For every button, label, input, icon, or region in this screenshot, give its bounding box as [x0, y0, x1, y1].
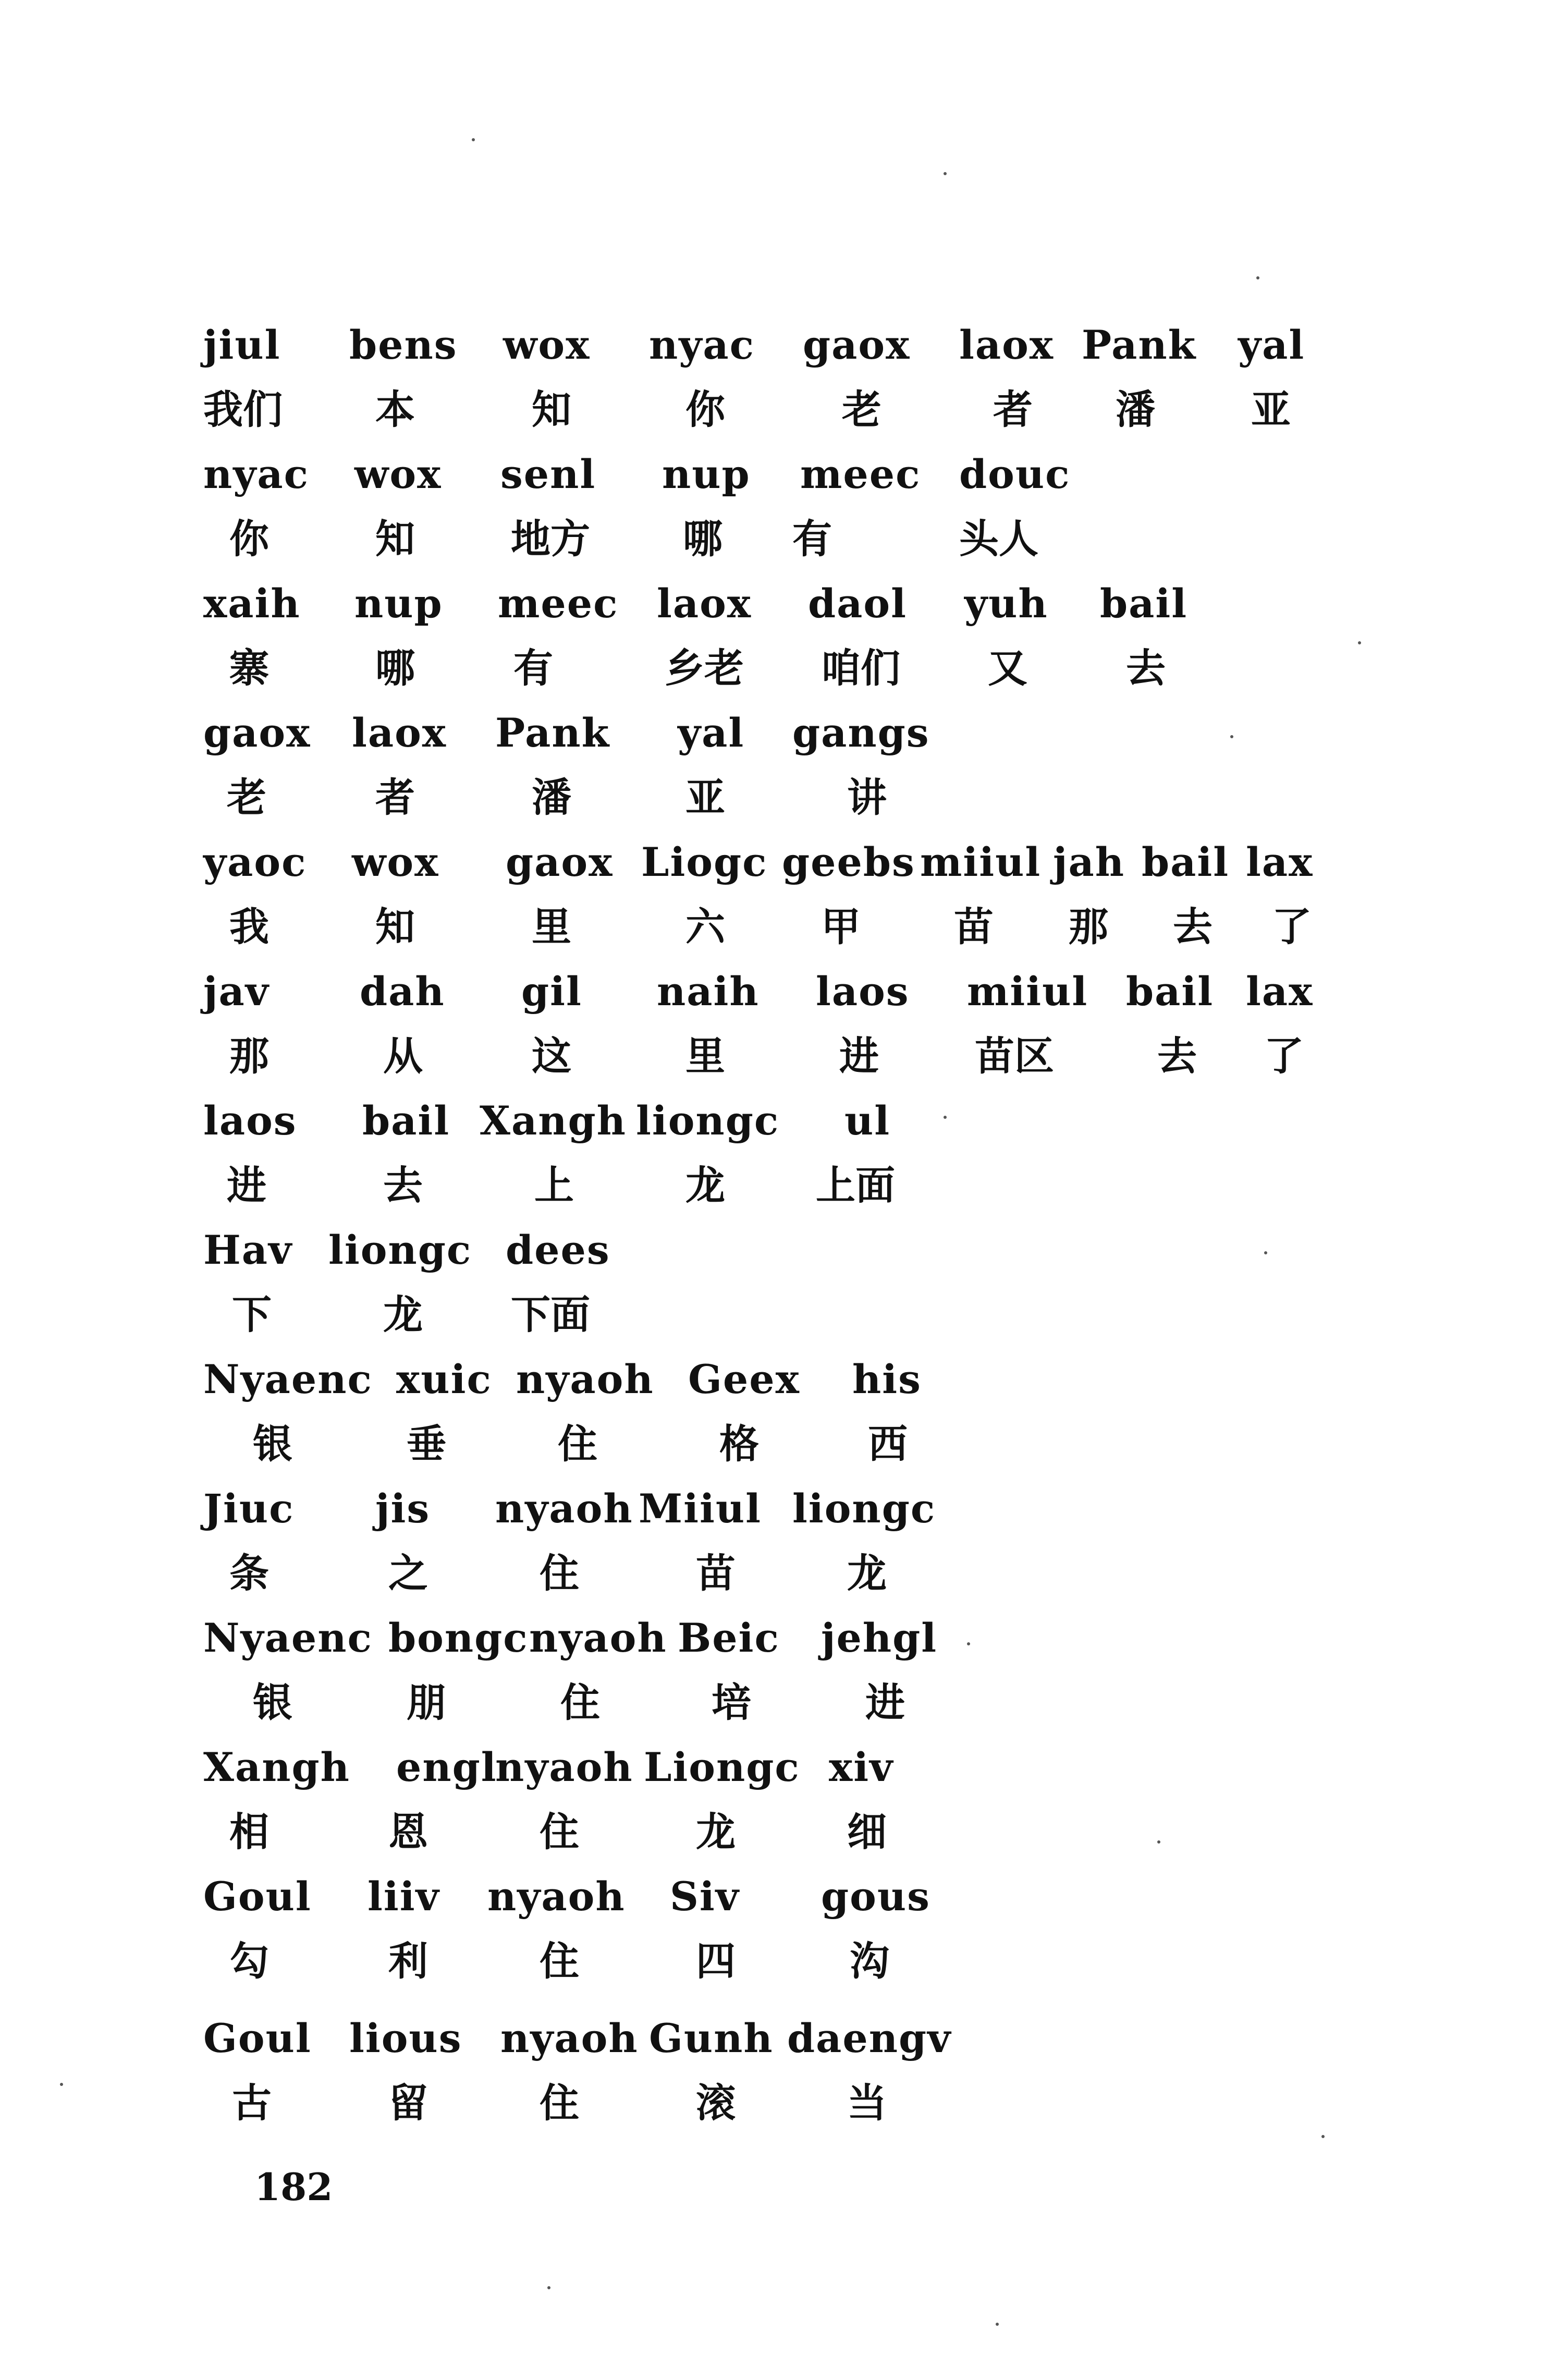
chinese-word: 者	[375, 774, 415, 821]
chinese-word: 里	[685, 1033, 725, 1079]
romanized-word: nup	[354, 580, 443, 627]
romanized-word: yuh	[964, 580, 1048, 627]
romanized-word: nyaoh	[495, 1744, 633, 1790]
romanized-word: jah	[1053, 839, 1125, 885]
romanized-line-21	[203, 1606, 1350, 1670]
romanized-word: meec	[800, 451, 921, 497]
chinese-word: 进	[839, 1033, 879, 1079]
romanized-line-5	[203, 571, 1350, 636]
chinese-word: 知	[375, 904, 415, 950]
chinese-word: 亚	[685, 774, 725, 821]
chinese-word: 六	[685, 904, 725, 950]
chinese-word: 乡老	[665, 645, 744, 691]
chinese-word: 潘	[1116, 386, 1155, 433]
romanized-word: wox	[503, 322, 591, 368]
romanized-word: gil	[521, 968, 582, 1015]
romanized-word: dees	[506, 1227, 610, 1273]
chinese-word: 寨	[229, 645, 269, 691]
chinese-word: 下	[232, 1291, 272, 1338]
romanized-word: Gunh	[649, 2015, 774, 2061]
romanized-word: jehgl	[821, 1615, 938, 1661]
chinese-word: 地方	[511, 516, 590, 562]
romanized-line-17	[203, 1347, 1350, 1412]
chinese-word: 这	[532, 1033, 571, 1079]
romanized-word: miiul	[920, 839, 1042, 885]
page-number: 182	[254, 2165, 333, 2209]
chinese-gloss-line-8	[203, 765, 1350, 830]
romanized-word: douc	[959, 451, 1071, 497]
chinese-word: 恩	[388, 1809, 428, 1855]
chinese-gloss-line-24	[203, 1800, 1350, 1864]
romanized-word: bail	[1142, 839, 1230, 885]
chinese-word: 龙	[696, 1809, 736, 1855]
chinese-word: 垂	[407, 1421, 446, 1467]
chinese-word: 朋	[407, 1679, 446, 1726]
chinese-word: 老	[842, 386, 881, 433]
chinese-word: 苗	[954, 904, 994, 950]
romanized-word: Pank	[1082, 322, 1197, 368]
chinese-word: 古	[232, 2080, 272, 2126]
romanized-word: Liongc	[644, 1744, 800, 1790]
romanized-line-1	[203, 313, 1350, 377]
chinese-word: 了	[1264, 1033, 1304, 1079]
romanized-word: liongc	[792, 1485, 936, 1532]
romanized-word: gangs	[792, 710, 930, 756]
romanized-word: Goul	[203, 2015, 312, 2061]
chinese-word: 龙	[685, 1162, 725, 1209]
romanized-word: laox	[352, 710, 447, 756]
chinese-word: 住	[540, 1938, 579, 1984]
romanized-word: Nyaenc	[203, 1356, 373, 1402]
romanized-word: jiul	[203, 322, 281, 368]
chinese-word: 留	[388, 2080, 428, 2126]
scan-speck	[1157, 1840, 1160, 1844]
chinese-word: 龙	[383, 1291, 423, 1338]
romanized-word: Xangh	[203, 1744, 350, 1790]
chinese-word: 那	[229, 1033, 269, 1079]
romanized-word: gaox	[203, 710, 311, 756]
scan-speck	[944, 172, 947, 175]
chinese-word: 咱们	[821, 645, 900, 691]
romanized-word: bail	[362, 1097, 450, 1144]
romanized-word: Miiul	[639, 1485, 762, 1532]
chinese-word: 去	[1173, 904, 1213, 950]
romanized-word: Hav	[203, 1227, 293, 1273]
romanized-word: bens	[349, 322, 458, 368]
chinese-word: 相	[229, 1809, 269, 1855]
chinese-word: 头人	[959, 516, 1038, 562]
romanized-word: laos	[816, 968, 910, 1015]
romanized-line-9	[203, 830, 1350, 895]
interlinear-text	[203, 313, 1350, 2135]
chinese-word: 进	[227, 1162, 266, 1209]
scan-speck	[472, 138, 475, 141]
romanized-word: Jiuc	[203, 1485, 295, 1532]
chinese-word: 讲	[847, 774, 887, 821]
scan-speck	[60, 2083, 63, 2086]
chinese-word: 了	[1272, 904, 1312, 950]
romanized-word: meec	[498, 580, 619, 627]
chinese-gloss-line-4	[203, 507, 1350, 571]
chinese-word: 从	[383, 1033, 423, 1079]
scan-speck	[1264, 1251, 1267, 1254]
romanized-word: bail	[1100, 580, 1188, 627]
romanized-word: xaih	[203, 580, 301, 627]
chinese-word: 去	[1126, 645, 1166, 691]
romanized-word: his	[852, 1356, 922, 1402]
scan-speck	[1321, 2135, 1325, 2138]
chinese-gloss-line-16	[203, 1283, 1350, 1347]
romanized-word: yal	[678, 710, 745, 756]
chinese-word: 哪	[683, 516, 722, 562]
romanized-line-23	[203, 1735, 1350, 1800]
chinese-word: 潘	[532, 774, 571, 821]
romanized-word: Geex	[688, 1356, 800, 1402]
chinese-word: 上面	[816, 1162, 895, 1209]
romanized-word: nyaoh	[529, 1615, 667, 1661]
chinese-word: 住	[560, 1679, 600, 1726]
chinese-word: 苗区	[975, 1033, 1054, 1079]
chinese-word: 格	[719, 1421, 759, 1467]
chinese-gloss-line-14	[203, 1153, 1350, 1218]
chinese-gloss-line-12	[203, 1024, 1350, 1089]
chinese-word: 者	[993, 386, 1033, 433]
chinese-word: 甲	[821, 904, 861, 950]
chinese-word: 亚	[1251, 386, 1291, 433]
romanized-word: dah	[360, 968, 445, 1015]
romanized-word: wox	[354, 451, 442, 497]
romanized-word: wox	[352, 839, 439, 885]
chinese-word: 苗	[696, 1550, 736, 1596]
romanized-word: nyaoh	[516, 1356, 654, 1402]
chinese-word: 我	[229, 904, 269, 950]
chinese-word: 当	[847, 2080, 887, 2126]
romanized-word: gaox	[506, 839, 614, 885]
scan-speck	[944, 1116, 947, 1119]
romanized-word: daengv	[787, 2015, 952, 2061]
scan-speck	[547, 2286, 550, 2289]
romanized-word: geebs	[782, 839, 915, 885]
romanized-word: Liogc	[641, 839, 768, 885]
chinese-word: 之	[388, 1550, 428, 1596]
chinese-word: 里	[532, 904, 571, 950]
chinese-gloss-line-6	[203, 636, 1350, 701]
romanized-word: yaoc	[203, 839, 307, 885]
scan-speck	[1358, 641, 1361, 644]
romanized-line-19	[203, 1476, 1350, 1541]
romanized-word: engl	[396, 1744, 497, 1790]
romanized-word: jav	[203, 968, 270, 1015]
romanized-word: lious	[349, 2015, 462, 2061]
chinese-word: 本	[375, 386, 415, 433]
chinese-word: 又	[988, 645, 1027, 691]
chinese-word: 我们	[203, 386, 283, 433]
romanized-word: Goul	[203, 1873, 312, 1920]
romanized-word: nyaoh	[487, 1873, 626, 1920]
chinese-word: 勾	[229, 1938, 269, 1984]
romanized-word: Beic	[678, 1615, 780, 1661]
chinese-word: 去	[383, 1162, 423, 1209]
chinese-word: 有	[513, 645, 553, 691]
romanized-word: liiv	[368, 1873, 440, 1920]
chinese-word: 条	[229, 1550, 269, 1596]
chinese-word: 住	[540, 2080, 579, 2126]
chinese-word: 你	[685, 386, 725, 433]
romanized-word: liongc	[636, 1097, 780, 1144]
romanized-word: nyac	[649, 322, 755, 368]
romanized-word: nup	[662, 451, 751, 497]
chinese-word: 住	[540, 1809, 579, 1855]
chinese-word: 滚	[696, 2080, 736, 2126]
romanized-word: lax	[1246, 839, 1314, 885]
romanized-word: naih	[657, 968, 760, 1015]
chinese-word: 龙	[847, 1550, 887, 1596]
chinese-gloss-line-2	[203, 377, 1350, 442]
romanized-word: daol	[808, 580, 907, 627]
romanized-word: Xangh	[480, 1097, 627, 1144]
chinese-word: 西	[868, 1421, 908, 1467]
romanized-word: xiv	[829, 1744, 894, 1790]
chinese-word: 银	[253, 1679, 292, 1726]
romanized-word: gaox	[803, 322, 911, 368]
chinese-word: 银	[253, 1421, 292, 1467]
scan-speck	[996, 2323, 999, 2326]
romanized-word: miiul	[967, 968, 1088, 1015]
chinese-gloss-line-28	[203, 2071, 1350, 2135]
romanized-word: laox	[959, 322, 1055, 368]
chinese-word: 哪	[375, 645, 415, 691]
chinese-gloss-line-18	[203, 1412, 1350, 1476]
chinese-gloss-line-22	[203, 1670, 1350, 1735]
chinese-word: 你	[229, 516, 269, 562]
chinese-word: 上	[534, 1162, 574, 1209]
scan-speck	[1230, 735, 1233, 738]
romanized-line-7	[203, 701, 1350, 765]
romanized-word: senl	[500, 451, 596, 497]
chinese-word: 住	[540, 1550, 579, 1596]
chinese-word: 沟	[850, 1938, 889, 1984]
romanized-word: lax	[1246, 968, 1314, 1015]
romanized-word: bongc	[388, 1615, 529, 1661]
scan-speck	[967, 1642, 970, 1645]
romanized-line-3	[203, 442, 1350, 507]
romanized-line-25	[203, 1864, 1350, 1929]
chinese-word: 培	[712, 1679, 751, 1726]
romanized-word: ul	[844, 1097, 891, 1144]
chinese-word: 知	[375, 516, 415, 562]
romanized-word: jis	[375, 1485, 431, 1532]
romanized-line-13	[203, 1089, 1350, 1153]
chinese-word: 老	[227, 774, 266, 821]
romanized-word: nyaoh	[495, 1485, 633, 1532]
romanized-word: Pank	[495, 710, 610, 756]
romanized-word: bail	[1126, 968, 1214, 1015]
chinese-word: 那	[1069, 904, 1108, 950]
romanized-line-15	[203, 1218, 1350, 1283]
scan-speck	[1256, 276, 1259, 279]
romanized-word: laox	[657, 580, 752, 627]
chinese-word: 知	[532, 386, 571, 433]
romanized-line-11	[203, 959, 1350, 1024]
chinese-word: 住	[558, 1421, 597, 1467]
chinese-word: 下面	[511, 1291, 590, 1338]
chinese-word: 细	[847, 1809, 887, 1855]
romanized-word: yal	[1238, 322, 1305, 368]
romanized-word: nyaoh	[500, 2015, 639, 2061]
romanized-word: xuic	[396, 1356, 492, 1402]
chinese-gloss-line-26	[203, 1929, 1350, 1994]
chinese-word: 有	[792, 516, 832, 562]
romanized-word: nyac	[203, 451, 309, 497]
romanized-line-27	[203, 2006, 1350, 2071]
romanized-word: Siv	[670, 1873, 740, 1920]
chinese-word: 利	[388, 1938, 428, 1984]
chinese-word: 进	[865, 1679, 905, 1726]
chinese-word: 去	[1157, 1033, 1197, 1079]
chinese-word: 四	[696, 1938, 736, 1984]
romanized-word: laos	[203, 1097, 297, 1144]
romanized-word: Nyaenc	[203, 1615, 373, 1661]
chinese-gloss-line-10	[203, 895, 1350, 959]
romanized-word: liongc	[328, 1227, 472, 1273]
chinese-gloss-line-20	[203, 1541, 1350, 1606]
romanized-word: gous	[821, 1873, 930, 1920]
